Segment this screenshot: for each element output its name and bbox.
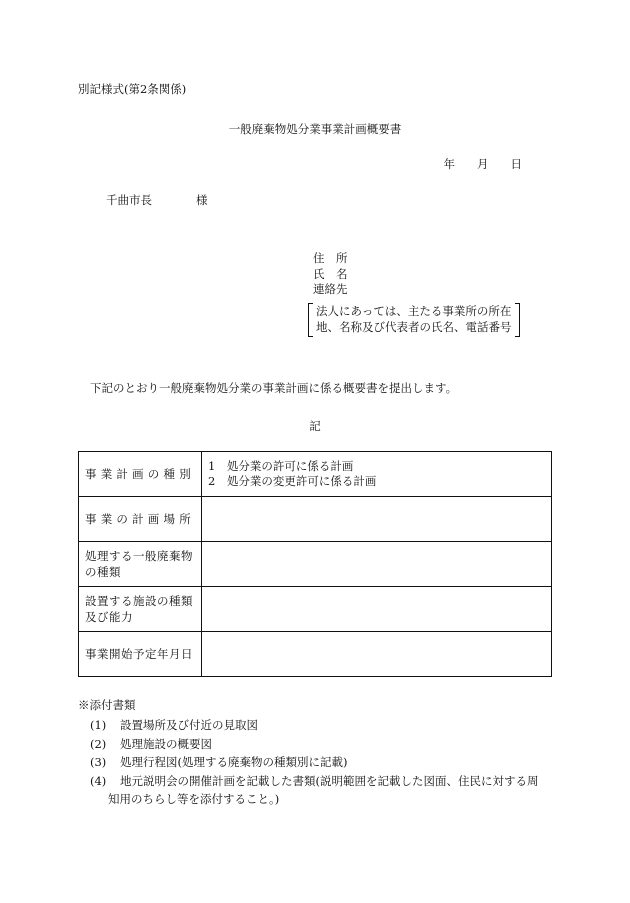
addressee-name: 千曲市長 <box>106 193 152 207</box>
form-label: 別記様式(第2条関係) <box>78 82 187 96</box>
attachments-list <box>90 716 538 809</box>
row-value-waste-type[interactable] <box>202 542 552 587</box>
list-item <box>90 716 538 735</box>
table-row <box>79 542 552 587</box>
list-item <box>90 772 538 791</box>
table-row <box>79 497 552 542</box>
corporation-note-line: 法人にあっては、主たる事業所の所在 <box>316 304 512 318</box>
date-year: 年 <box>443 157 455 171</box>
plan-table <box>78 451 552 677</box>
row-label-facility: 設置する施設の種類及び能力 <box>79 587 202 632</box>
ki-heading: 記 <box>309 419 321 433</box>
corporation-note-line: 地、名称及び代表者の氏名、電話番号 <box>316 320 512 334</box>
date-day: 日 <box>510 157 522 171</box>
plan-type-option: 1 処分業の許可に係る計画 <box>208 459 354 474</box>
row-label-waste-type: 処理する一般廃棄物の種類 <box>79 542 202 587</box>
plan-type-option: 2 処分業の変更許可に係る計画 <box>208 474 377 488</box>
intro-text: 下記のとおり一般廃棄物処分業の事業計画に係る概要書を提出します。 <box>90 381 458 395</box>
date-line <box>444 157 523 172</box>
item-text: 地元説明会の開催計画を記載した書類(説明範囲を記載した図面、住民に対する周 <box>120 773 539 788</box>
item-text: 処理行程図(処理する廃棄物の種類別に記載) <box>120 755 348 769</box>
list-item <box>90 735 538 754</box>
item-text: 設置場所及び付近の見取図 <box>120 718 258 732</box>
date-month: 月 <box>477 157 489 171</box>
row-label-location: 事業の計画場所 <box>79 497 202 542</box>
addressee-honorific: 様 <box>196 193 208 207</box>
row-value-facility[interactable] <box>202 587 552 632</box>
table-row <box>79 452 552 497</box>
document-title: 一般廃棄物処分業事業計画概要書 <box>228 122 402 136</box>
corporation-note <box>308 303 520 335</box>
applicant-contact-label: 連絡先 <box>313 282 348 296</box>
row-value-location[interactable] <box>202 497 552 542</box>
table-row <box>79 587 552 632</box>
bracket-left <box>308 303 313 337</box>
row-label-start-date: 事業開始予定年月日 <box>79 632 202 677</box>
item-number: (2) <box>90 736 107 751</box>
applicant-address-label: 住 所 <box>313 251 348 265</box>
addressee <box>106 193 208 208</box>
row-label-plan-type: 事業計画の種別 <box>79 452 202 497</box>
item-continuation: 知用のちらし等を添付すること。) <box>108 792 280 806</box>
attachments-heading: ※添付書類 <box>78 698 136 712</box>
list-item <box>90 753 538 772</box>
applicant-fields <box>313 251 348 298</box>
applicant-name-label: 氏 名 <box>313 266 348 281</box>
bracket-right <box>515 303 520 337</box>
item-number: (3) <box>90 755 107 769</box>
item-text: 処理施設の概要図 <box>120 736 212 751</box>
item-number: (1) <box>90 718 107 732</box>
table-row <box>79 632 552 677</box>
row-value-start-date[interactable] <box>202 632 552 677</box>
item-number: (4) <box>90 773 107 788</box>
row-value-plan-type <box>202 452 552 497</box>
